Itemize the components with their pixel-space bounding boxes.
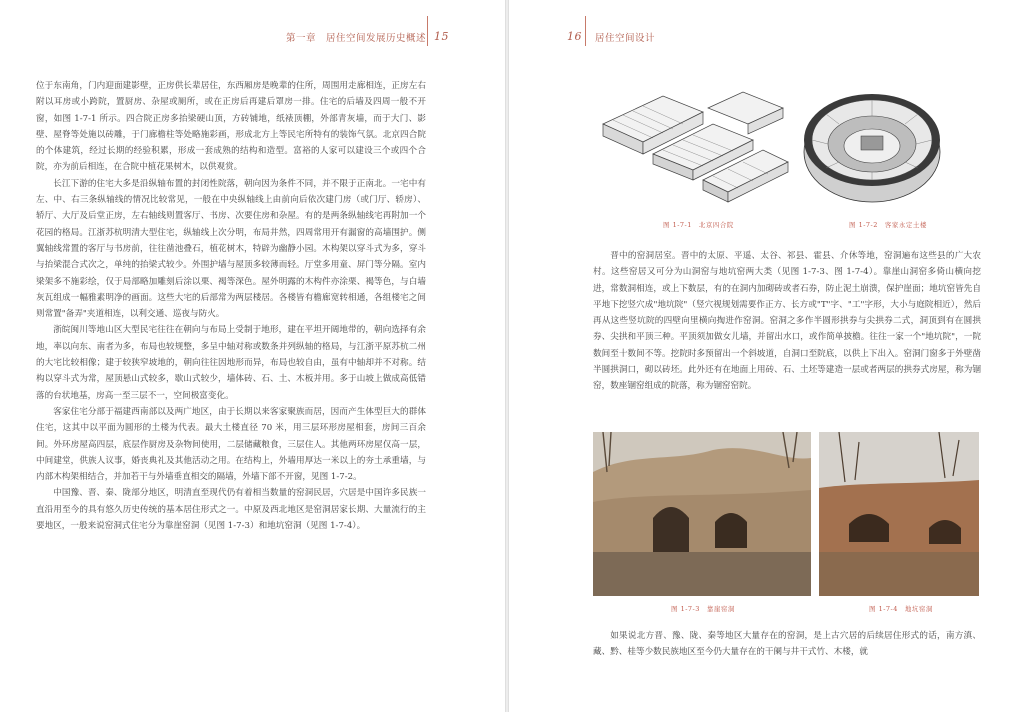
- right-body-text-top: [593, 248, 981, 395]
- left-page-number: 15: [434, 30, 449, 43]
- tulou-icon: [801, 82, 943, 210]
- figure-caption: 图 1-7-3 靠崖窑洞: [671, 605, 735, 613]
- right-page-number: 16: [567, 30, 582, 43]
- chapter-title: 第一章 居住空间发展历史概述: [286, 33, 427, 44]
- paragraph: 客家住宅分部于福建西南部以及两广地区，由于长期以来客家聚族而居，因而产生体型巨大的群体住宅，这其中以平面为圆形的土楼为代表。最大土楼直径 70 米，用三层环形房屋相套，房间三百余间。外环房屋高四层，底层作厨房及杂物间使用，二层储藏粮食，三层住人。其他两环房屋仅高一层，中间建堂，供族人议事，婚丧典礼及其他活动之用。在结构上，外墙用厚达一米以上的夯土承重墙，与内部木构架相结合，并加若干与外墙垂直相交的隔墙，外墙下部不开窗，见图 1-7-2。: [36, 406, 426, 483]
- left-page-number-box: [434, 30, 449, 43]
- paragraph: 长江下游的住宅大多是沿纵轴布置的封闭性院落，朝向因为条件不同，并不限于正南北。一宅中有左、中、右三条纵轴线的情况比较常见，一般在中央纵轴线上由前向后依次建门房（或门厅、轿房）、轿厅、大厅及后堂正房，左右轴线则置客厅、书房、次要住房和杂屋。有的是两条纵轴线宅再附加一个花园的格局。江浙苏杭明清大型住宅，纵轴线上次分明，布局井然，四周常用开有漏窗的高墙围护。侧翼轴线常置的客厅与书房前，往往凿池叠石，植花树木，特辟为幽静小园。木构架以穿斗式为多，穿斗与抬梁混合式次之，单纯的抬梁式较少。外围护墙与屋顶多较薄而轻。厅堂多用童、屏门等分隔。室内梁架多不施彩绘，仅于局部略加雕刻后涂以栗、褐等深色。屋外明露的木构件亦涂栗、褐等色，与白墙灰瓦组成一幅雅素明净的画面。这些大宅的后部常为两层楼居。各楼皆有檐廊宽转相通，各组楼宅之间则常置"备弄"夹道相连，以利交通、巡夜与防火。: [36, 178, 426, 320]
- cliff-cave-photo: [593, 432, 811, 596]
- courtyard-house-drawing: [593, 84, 793, 208]
- paragraph: 中国豫、晋、秦、陇部分地区，明清直至现代仍有着相当数量的窑洞民居，穴居是中国许多民族一直沿用至今的具有悠久历史传统的基本居住形式之一。中原及西北地区是窑洞居家长期、大量流行的主要地区，一般来说窑洞式住宅分为靠崖窑洞（见图 1-7-3）和地坑窑洞（见图 1-7-4）。: [36, 488, 426, 532]
- figure-caption: 图 1-7-4 地坑窑洞: [869, 605, 933, 613]
- right-page-number-box: [567, 30, 582, 43]
- left-body-text: [36, 78, 426, 534]
- header-divider: [585, 16, 586, 46]
- figure-caption: 图 1-7-2 客家永定土楼: [849, 221, 927, 229]
- right-page-header: [595, 30, 655, 44]
- right-body-text-bottom: [593, 628, 981, 661]
- pit-cave-photo: [819, 432, 979, 596]
- cliff-cave-icon: [593, 432, 811, 596]
- courtyard-house-icon: [593, 84, 793, 208]
- tulou-drawing: [801, 82, 943, 210]
- book-title: 居住空间设计: [595, 33, 656, 44]
- header-divider: [427, 16, 428, 46]
- paragraph: 位于东南角，门内迎面建影壁，正房供长辈居住，东西厢房是晚辈的住所，周围用走廊相连，正房左右附以耳房或小跨院，置厨房、杂屋或厕所，或在正房后再建后罩房一排。住宅的后墙及四周一般不开窗，如图 1-7-1 所示。四合院正房多抬梁硬山顶，方砖铺地，纸裱顶棚，外部青灰墙，而于大门、影壁、屋脊等处施以砖雕，于门廊檐柱等处略施彩画，形成北方上等民宅所特有的装饰气氛。北京四合院的个体建筑，经过长期的经验积累，形成一套成熟的结构和造型。富裕的人家可以建设三个或四个合院，亦为前后相连，在合院中植花果树木，以供观赏。: [36, 81, 426, 173]
- left-page: [0, 0, 505, 712]
- paragraph: 如果说北方晋、豫、陇、秦等地区大量存在的窑洞，是上古穴居的后续居住形式的话，南方滇、藏、黔、桂等少数民族地区至今仍大量存在的干阑与井干式竹、木楼，就: [593, 631, 981, 658]
- left-page-header: [286, 30, 426, 44]
- paragraph: 晋中的窑洞居室。晋中的太原、平遥、太谷、祁县、霍县、介休等地，窑洞遍布这些县的广大农村。这些窑居又可分为山洞窑与地坑窑两大类（见图 1-7-3、图 1-7-4）。靠崖山洞窑多倚山横向挖进，常数洞相连，或上下数层，有的在洞内加砌砖或者石券，防止泥土崩溃，保护崖面；地坑窑皆先自平地下挖竖穴成"地坑院"（竖穴视规划需要作正方、长方或"T"字、"工"字形，大小与庭院相近），然后再从这些竖坑院的四壁向里横向掏进作窑洞。窑洞之多作半圆形拱券与尖拱券二式，洞顶到有在圆拱券、尖拱和平顶三种。平顶须加做女儿墙，并留出水口，或作简单披檐。往往一家一个"地坑院"，一院数间至十数间不等。挖院时多预留出一个斜坡道，自洞口至院底，以供上下出入。窑洞门窗多于外壁凿半圆拱洞口，砌以砖坯。此外还有在地面上用砖、石、土坯等建造一层或者两层的拱券式房屋，称为锢窑，数座锢窑组成的院落，称为锢窑窑院。: [593, 251, 981, 392]
- right-page: [509, 0, 1014, 712]
- paragraph: 浙皖闽川等地山区大型民宅往往在朝向与布局上受制于地形，建在平坦开阔地带的，朝向选择有余地，率以向东、南者为多，布局也较规整，多呈中轴对称或数条并列纵轴的格局，与江浙平原苏杭二州的大宅比较相像；建于较狭窄坡地的，朝向往往因地形而异，布局也较自由，虽有中轴却并不对称。结构以穿斗式为常，屋顶悬山式较多，歇山式较少，墙体砖、石、土、木板并用。多于山坡上做成高低错落的台状地基，房高一至三层不一，空间极富变化。: [36, 325, 426, 401]
- figure-caption: 图 1-7-1 北京四合院: [663, 221, 734, 229]
- pit-cave-icon: [819, 432, 979, 596]
